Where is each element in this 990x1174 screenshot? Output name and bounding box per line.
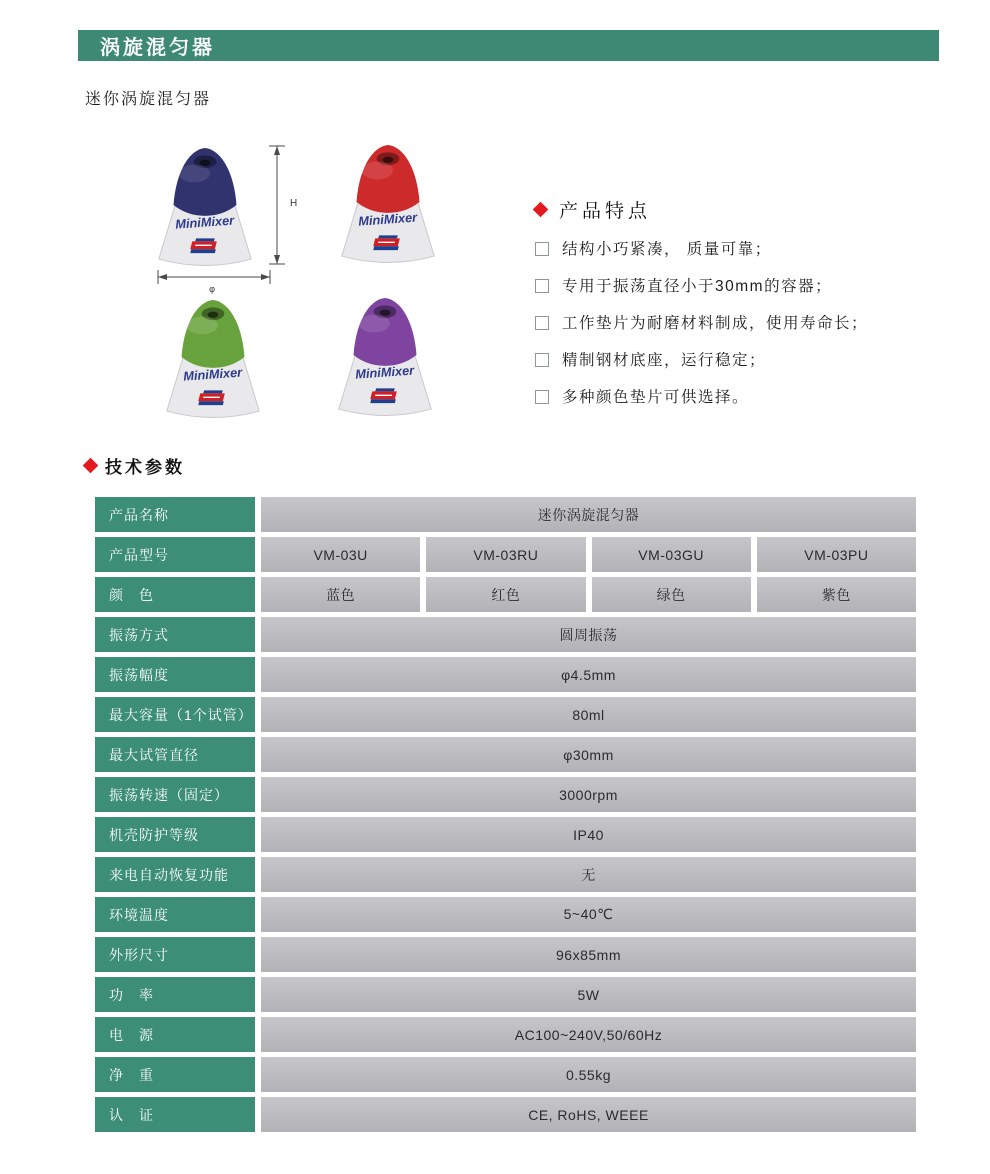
spec-value-cell: AC100~240V,50/60Hz — [261, 1017, 916, 1052]
mixer-cap-hole — [380, 310, 391, 316]
spec-value-cell: VM-03RU — [426, 537, 585, 572]
mixer-brand-text: MiniMixer — [182, 364, 243, 384]
feature-item — [535, 276, 965, 298]
spec-value-cell: 0.55kg — [261, 1057, 916, 1092]
diamond-bullet-icon — [83, 458, 99, 474]
mixer-image-green — [154, 290, 272, 424]
feature-text: 专用于振荡直径小于30mm的容器； — [562, 278, 833, 295]
specs-heading-row — [85, 453, 185, 478]
mixer-cap-highlight — [361, 162, 392, 180]
spec-table — [95, 497, 916, 1132]
page-title: 涡旋混匀器 — [100, 37, 215, 59]
spec-row — [95, 817, 916, 852]
spec-row — [95, 937, 916, 972]
feature-item — [535, 350, 965, 372]
feature-text: 精制钢材底座，运行稳定； — [562, 352, 767, 369]
spec-row — [95, 977, 916, 1012]
spec-value-cell: 迷你涡旋混匀器 — [261, 497, 916, 532]
features-heading: 产品特点 — [559, 201, 652, 222]
spec-label-cell: 来电自动恢复功能 — [95, 857, 255, 892]
spec-row — [95, 1097, 916, 1132]
height-dim-label: H — [290, 198, 298, 209]
spec-label-cell: 认 证 — [95, 1097, 255, 1132]
spec-row — [95, 897, 916, 932]
spec-row — [95, 1017, 916, 1052]
mixer-cap-hole — [208, 312, 219, 318]
spec-value-cell: 红色 — [426, 577, 585, 612]
spec-value-cell: VM-03PU — [757, 537, 916, 572]
feature-text: 多种颜色垫片可供选择。 — [562, 389, 750, 406]
spec-label-cell: 功 率 — [95, 977, 255, 1012]
spec-label-cell: 振荡方式 — [95, 617, 255, 652]
spec-value-cell: VM-03GU — [592, 537, 751, 572]
spec-label-cell: 颜 色 — [95, 577, 255, 612]
spec-label-cell: 机壳防护等级 — [95, 817, 255, 852]
spec-row — [95, 617, 916, 652]
mixer-brand-text: MiniMixer — [174, 212, 235, 232]
mixer-image-purple — [326, 288, 444, 422]
spec-label-cell: 振荡转速（固定） — [95, 777, 255, 812]
mixer-brand-text: MiniMixer — [357, 209, 418, 229]
spec-label-cell: 净 重 — [95, 1057, 255, 1092]
feature-text: 结构小巧紧凑， 质量可靠； — [562, 241, 772, 258]
spec-row — [95, 737, 916, 772]
spec-value-cell: VM-03U — [261, 537, 420, 572]
spec-label-cell: 产品名称 — [95, 497, 255, 532]
square-bullet-icon — [535, 242, 549, 256]
spec-value-cell: 3000rpm — [261, 777, 916, 812]
product-features-section — [535, 196, 965, 424]
square-bullet-icon — [535, 390, 549, 404]
spec-label-cell: 最大试管直径 — [95, 737, 255, 772]
diamond-bullet-icon — [533, 202, 549, 218]
product-subtitle: 迷你涡旋混匀器 — [85, 91, 212, 108]
features-heading-row — [535, 196, 965, 223]
spec-row-models — [95, 537, 916, 572]
mixer-cap-hole — [383, 157, 394, 163]
spec-value-cell: 圆周振荡 — [261, 617, 916, 652]
mixer-brand-text: MiniMixer — [354, 362, 415, 382]
spec-value-cell: 绿色 — [592, 577, 751, 612]
feature-text: 工作垫片为耐磨材料制成，使用寿命长； — [562, 315, 869, 332]
spec-label-cell: 外形尺寸 — [95, 937, 255, 972]
spec-row — [95, 657, 916, 692]
spec-label-cell: 振荡幅度 — [95, 657, 255, 692]
diameter-dim-label: φ — [209, 284, 215, 294]
square-bullet-icon — [535, 279, 549, 293]
mixer-image-red — [329, 135, 447, 269]
spec-value-cell: 96x85mm — [261, 937, 916, 972]
feature-item — [535, 239, 965, 261]
spec-label-cell: 电 源 — [95, 1017, 255, 1052]
square-bullet-icon — [535, 316, 549, 330]
spec-row — [95, 1057, 916, 1092]
spec-value-cell: 紫色 — [757, 577, 916, 612]
page-title-bar — [78, 30, 939, 61]
mixer-cap-highlight — [358, 315, 389, 333]
mixer-cap-highlight — [186, 317, 217, 335]
spec-value-cell: 无 — [261, 857, 916, 892]
feature-item — [535, 313, 965, 335]
spec-value-cell: 5W — [261, 977, 916, 1012]
spec-label-cell: 最大容量（1个试管） — [95, 697, 255, 732]
spec-row — [95, 857, 916, 892]
spec-value-cell: CE, RoHS, WEEE — [261, 1097, 916, 1132]
feature-item — [535, 387, 965, 409]
spec-row-product-name — [95, 497, 916, 532]
spec-label-cell: 环境温度 — [95, 897, 255, 932]
spec-value-cell: φ30mm — [261, 737, 916, 772]
specs-heading: 技术参数 — [105, 458, 185, 477]
spec-row-colors — [95, 577, 916, 612]
spec-value-cell: φ4.5mm — [261, 657, 916, 692]
square-bullet-icon — [535, 353, 549, 367]
spec-row — [95, 697, 916, 732]
spec-value-cell: IP40 — [261, 817, 916, 852]
spec-value-cell: 蓝色 — [261, 577, 420, 612]
spec-value-cell: 5~40℃ — [261, 897, 916, 932]
spec-row — [95, 777, 916, 812]
spec-label-cell: 产品型号 — [95, 537, 255, 572]
dimension-lines — [150, 138, 312, 298]
spec-value-cell: 80ml — [261, 697, 916, 732]
